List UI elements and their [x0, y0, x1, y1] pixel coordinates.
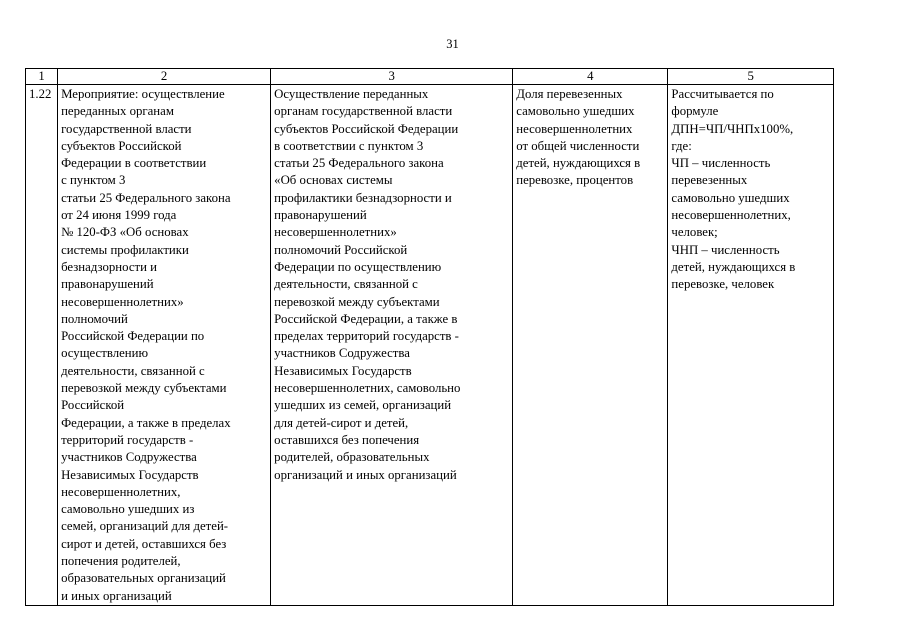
event-cell: Мероприятие: осуществление переданных органам государственной власти субъектов Российской Федерации в соответствии с пунктом 3 статьи 25 Федерального закона от 24 июня 1999 года № 120-ФЗ «Об основах системы профилактики безнадзорности и правонарушений несовершеннолетних» полномочий Российской Федерации по осуществлению деятельности, связанной с перевозкой между субъектами Российской Федерации, а также в пределах территорий государств - участников Содружества Независимых Государств несовершеннолетних, самовольно ушедших из семей, организаций для детей- сирот и детей, оставшихся без попечения родителей, образовательных организаций и иных организаций	[58, 85, 271, 606]
column-number-row	[26, 69, 834, 85]
formula-cell: Рассчитывается по формуле ДПН=ЧП/ЧНПх100%, где: ЧП – численность перевезенных самовольно ушедших несовершеннолетних, человек; ЧНП – численность детей, нуждающихся в перевозке, человек	[668, 85, 834, 606]
column-number-2: 2	[58, 69, 271, 85]
indicators-table	[25, 68, 834, 606]
column-number-1: 1	[26, 69, 58, 85]
table-row	[26, 85, 834, 606]
column-number-5: 5	[668, 69, 834, 85]
column-number-4: 4	[513, 69, 668, 85]
description-cell: Осуществление переданных органам государственной власти субъектов Российской Федерации в соответствии с пунктом 3 статьи 25 Федерального закона «Об основах системы профилактики безнадзорности и правонарушений несовершеннолетних» полномочий Российской Федерации по осуществлению деятельности, связанной с перевозкой между субъектами Российской Федерации, а также в пределах территорий государств - участников Содружества Независимых Государств несовершеннолетних, самовольно ушедших из семей, организаций для детей-сирот и детей, оставшихся без попечения родителей, образовательных организаций и иных организаций	[271, 85, 513, 606]
column-number-3: 3	[271, 69, 513, 85]
row-number-cell: 1.22	[26, 85, 58, 606]
page-number: 31	[446, 37, 459, 51]
indicator-cell: Доля перевезенных самовольно ушедших несовершеннолетних от общей численности детей, нуждающихся в перевозке, процентов	[513, 85, 668, 606]
